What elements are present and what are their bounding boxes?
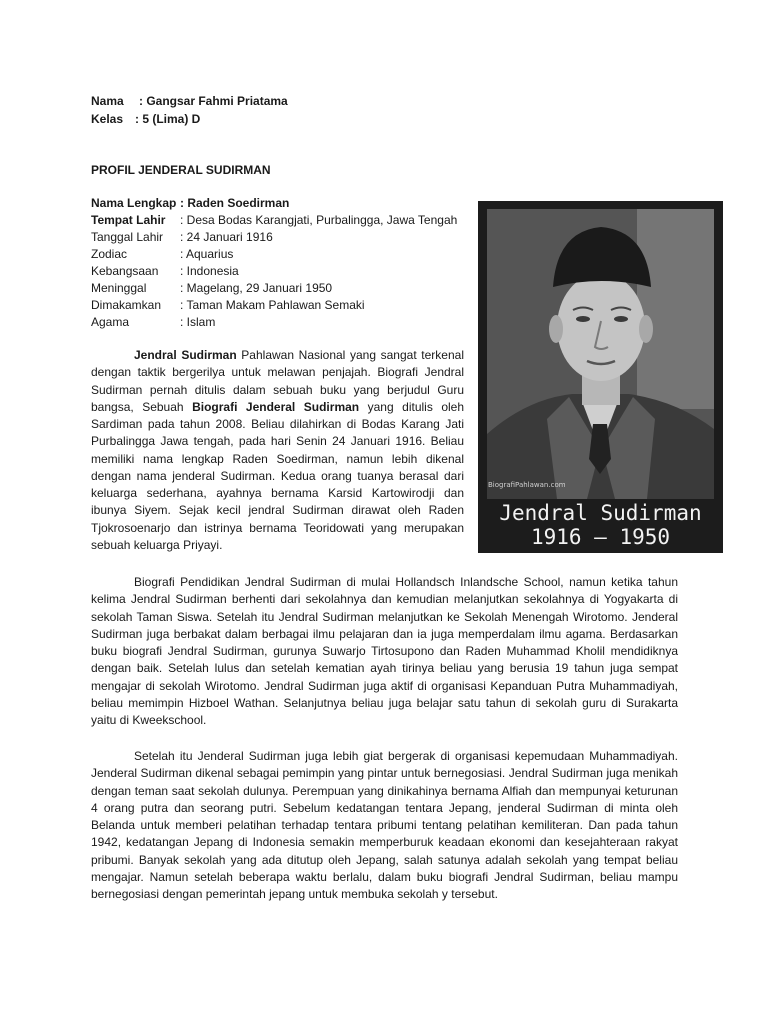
bio-value: : Aquarius bbox=[180, 247, 234, 261]
bio-value: : Desa Bodas Karangjati, Purbalingga, Jawa Tengah bbox=[180, 213, 458, 227]
portrait-card bbox=[478, 201, 723, 553]
paragraph-3-text: Setelah itu Jenderal Sudirman juga lebih giat bergerak di organisasi kepemudaan Muhammadiyah. Jenderal Sudirman dikenal sebagai pemimpin yang pintar untuk bernegosiasi. Jendral Sudirman juga menikah dengan teman saat sekolah dulunya. Perempuan yang dinikahinya bernama Alfiah dan mempunyai keturunan 4 orang putra dan seorang putri. Sebelum kedatangan tentara Jepang, jenderal Sudirman di minta oleh Belanda untuk memberi pelatihan terhadap tentara pribumi tentang pelatihan kemiliteran. Dan pada tahun 1942, kedatangan Jepang di Indonesia semakin memperburuk keadaan ekonomi dan kesejahteraan rakyat pribumi. Banyak sekolah yang ada ditutup oleh Jepang, salah satunya adalah sekolah yang tempat beliau mengajar. Namun setelah beberapa waktu berlalu, dalam buku biografi Jendral Sudirman, beliau mampu bernegosiasi dengan pemerintah jepang untuk membuka sekolah y tersebut. bbox=[91, 749, 678, 901]
paragraph-3 bbox=[91, 748, 678, 903]
bio-value: : Magelang, 29 Januari 1950 bbox=[180, 281, 333, 295]
bio-value: : Islam bbox=[180, 315, 216, 329]
bio-value: : 24 Januari 1916 bbox=[180, 230, 273, 244]
bio-row-nationality bbox=[91, 264, 239, 278]
bio-value: : Taman Makam Pahlawan Semaki bbox=[180, 298, 365, 312]
bio-label: Tanggal Lahir bbox=[91, 230, 164, 244]
profile-title: PROFIL JENDERAL SUDIRMAN bbox=[91, 163, 271, 177]
student-name-label: Nama bbox=[91, 94, 124, 108]
student-class-row bbox=[91, 112, 200, 126]
paragraph-2 bbox=[91, 574, 678, 729]
paragraph-1-bold-name: Jendral Sudirman bbox=[134, 348, 237, 362]
bio-label: Kebangsaan bbox=[91, 264, 159, 278]
paragraph-1 bbox=[91, 347, 464, 554]
bio-row-full-name bbox=[91, 196, 289, 210]
bio-label: Meninggal bbox=[91, 281, 147, 295]
bio-value: : Indonesia bbox=[180, 264, 239, 278]
bio-row-zodiac bbox=[91, 247, 233, 261]
student-name-row bbox=[91, 94, 288, 108]
student-name-value: : Gangsar Fahmi Priatama bbox=[139, 94, 288, 108]
bio-row-buried bbox=[91, 298, 365, 312]
bio-label: Agama bbox=[91, 315, 130, 329]
paragraph-2-text: Biografi Pendidikan Jendral Sudirman di mulai Hollandsch Inlandsche School, namun ketika tahun kelima Jendral Sudirman berhenti dari sekolahnya dan kemudian melanjutkan sekolahnya di Yogyakarta di sekolah Taman Siswa. Setelah itu Jendral Sudirman melanjutkan ke Sekolah Menengah Wirotomo. Jenderal Sudirman juga berbakat dalam berbagai ilmu pelajaran dan ia juga memperdalam ilmu agama. Berdasarkan buku biografi Jendral Sudirman, gurunya Suwarjo Tirtosupono dan Raden Muhammad Kholil mendidiknya dengan baik. Setelah lulus dan setelah kematian ayah tirinya beliau yang berusia 19 tahun juga sempat mengajar di sekolah Wirotomo. Jendral Sudirman juga aktif di organisasi Kepanduan Putra Muhammadiyah, beliau memimpin Hizboel Wathan. Selanjutnya beliau juga belajar satu tahun di sekolah guru di Surakarta yaitu di Kweekschool. bbox=[91, 575, 678, 727]
portrait-photo bbox=[487, 209, 714, 499]
bio-row-religion bbox=[91, 315, 215, 329]
portrait-caption-years: 1916 – 1950 bbox=[530, 525, 671, 549]
bio-row-died bbox=[91, 281, 332, 295]
portrait-caption-name: Jendral Sudirman bbox=[499, 501, 702, 525]
paragraph-1-bold-book: Biografi Jenderal Sudirman bbox=[192, 399, 360, 414]
bio-row-birthdate bbox=[91, 230, 273, 244]
bio-label: Tempat Lahir bbox=[91, 213, 166, 227]
portrait-watermark: BiografiPahlawan.com bbox=[488, 481, 566, 489]
paragraph-1-text-b: yang ditulis oleh Sardiman pada tahun 2008. Beliau dilahirkan di Bodas Karang Jati Purbalingga Jawa tengah, pada hari Senin 24 Januari 1916. Beliau memiliki nama lengkap Raden Soedirman, namun lebih dikenal dengan nama jenderal Sudirman. Kedua orang tuanya berasal dari keluarga sederhana, ayahnya bernama Karsid Kartowirodji dan ibunya Siyem. Sejak kecil jendral Sudirman dirawat oleh Raden Tjokrosoenarjo dan istrinya bernama Teoridowati yang merupakan sebuah keluarga Priyayi. bbox=[91, 399, 465, 552]
bio-label: Dimakamkan bbox=[91, 298, 162, 312]
bio-label: Nama Lengkap bbox=[91, 196, 177, 210]
student-class-value: : 5 (Lima) D bbox=[135, 112, 201, 126]
portrait-illustration bbox=[487, 209, 714, 499]
bio-value: : Raden Soedirman bbox=[180, 196, 290, 210]
paragraph-1-text-a: Pahlawan Nasional yang sangat terkenal dengan taktik bergerilya untuk melawan penjajah. Biografi Jendral Sudirman pernah ditulis dalam sebuah buku yang berjudul Guru bangsa, Sebuah bbox=[91, 348, 464, 414]
student-class-label: Kelas bbox=[91, 112, 124, 126]
bio-label: Zodiac bbox=[91, 247, 128, 261]
bio-row-birthplace bbox=[91, 213, 457, 227]
